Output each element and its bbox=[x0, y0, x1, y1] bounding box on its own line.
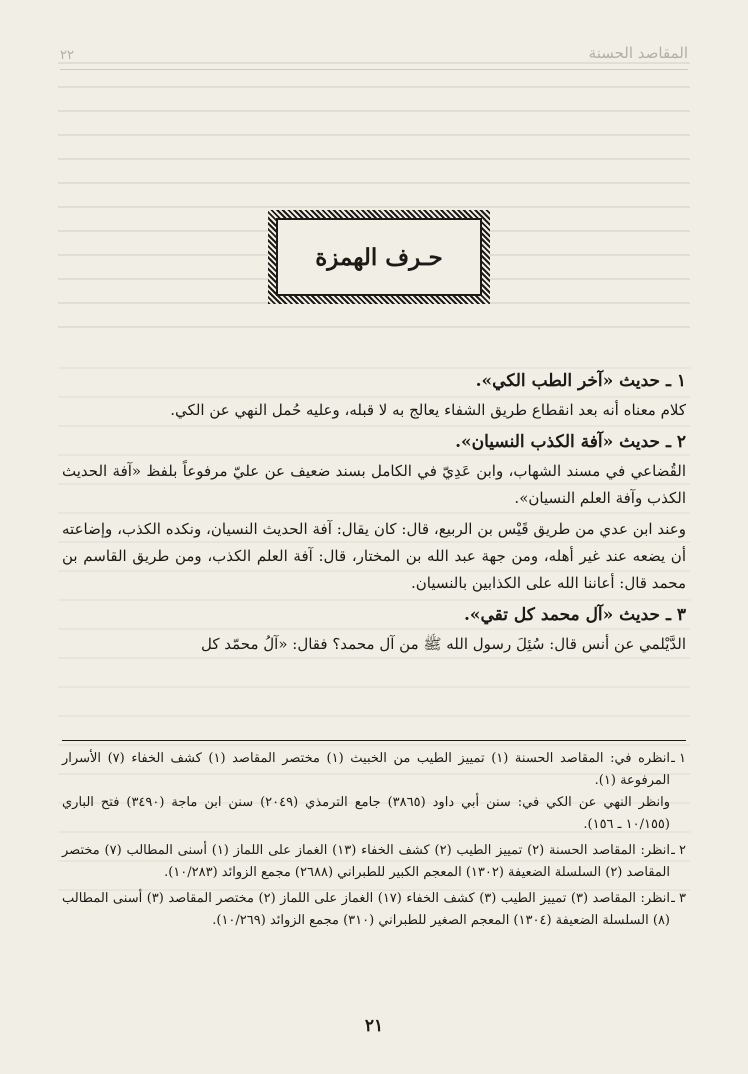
chapter-title-box bbox=[276, 218, 482, 296]
running-head-title: المقاصد الحسنة bbox=[588, 44, 688, 62]
footnote-line: انظر: المقاصد (٣) تمييز الطيب (٣) كشف الخفاء (١٧) الغماز على اللماز (٢) مختصر المقاصد (٣) أسنى المطالب (٨) السلسلة الضعيفة (١٣٠٤) المعجم الصغير للطبراني (٣١٠) مجمع الزوائد (١٠/٢٦٩). bbox=[62, 891, 670, 928]
footnote-line: انظر: المقاصد الحسنة (٢) تمييز الطيب (٢) كشف الخفاء (١٣) الغماز على اللماز (١) أسنى المطالب (٧) مختصر المقاصد (٢) السلسلة الضعيفة (١٣٠٢) المعجم الكبير للطبراني (٢٦٨٨) مجمع الزوائد (١٠/٢٨٣). bbox=[62, 843, 670, 880]
footnote-number: ٣ ـ bbox=[671, 891, 686, 906]
chapter-title: حـرف الهمزة bbox=[315, 243, 443, 271]
running-head-rule bbox=[60, 69, 688, 70]
entry-paragraph: وعند ابن عدي من طريق قَيْس بن الربيع، قال: كان يقال: آفة الحديث النسيان، ونكده الكذب، وإضاعته أن يضعه عند غير أهله، ومن جهة عبد الله بن المختار، قال: آفة العلم الكذب، ومن طريق القاسم بن محمد قال: أعاننا الله على الكذابين بالنسيان. bbox=[62, 520, 686, 592]
footnote bbox=[62, 748, 686, 836]
page-number: ٢١ bbox=[364, 1016, 384, 1036]
entry-heading: ٣ ـ حديث «آل محمد كل تقي». bbox=[463, 605, 686, 625]
main-text bbox=[62, 365, 686, 662]
footnote bbox=[62, 840, 686, 884]
footnote bbox=[62, 888, 686, 932]
footnote-number: ١ ـ bbox=[671, 751, 686, 766]
running-head bbox=[60, 44, 688, 68]
entry-heading: ٢ ـ حديث «آفة الكذب النسيان». bbox=[455, 432, 686, 452]
running-head-page: ٢٢ bbox=[60, 48, 74, 63]
footnote-separator bbox=[62, 740, 686, 741]
footnote-number: ٢ ـ bbox=[671, 843, 686, 858]
entry-paragraph: القُضاعي في مسند الشهاب، وابن عَدِيّ في الكامل بسند ضعيف عن عليّ مرفوعاً بلفظ «آفة الحديث الكذب وآفة العلم النسيان». bbox=[62, 462, 686, 507]
footnotes bbox=[62, 748, 686, 936]
entry-paragraph: كلام معناه أنه بعد انقطاع طريق الشفاء يعالج به لا قبله، وعليه حُمل النهي عن الكي. bbox=[170, 401, 686, 419]
chapter-title-frame bbox=[268, 210, 490, 304]
footnote-line: انظره في: المقاصد الحسنة (١) تمييز الطيب من الخبيث (١) مختصر المقاصد (١) كشف الخفاء (٧) الأسرار المرفوعة (١). bbox=[62, 751, 670, 788]
entry-heading: ١ ـ حديث «آخر الطب الكي». bbox=[475, 371, 686, 391]
footnote-line: وانظر النهي عن الكي في: سنن أبي داود (٣٨٦٥) جامع الترمذي (٢٠٤٩) سنن ابن ماجة (٣٤٩٠) فتح الباري (١٠/١٥٥ ـ ١٥٦). bbox=[62, 795, 670, 832]
entry-paragraph: الدَّيْلمي عن أنس قال: سُئِلَ رسول الله ﷺ من آل محمد؟ فقال: «آلُ محمّد كل bbox=[200, 635, 686, 653]
